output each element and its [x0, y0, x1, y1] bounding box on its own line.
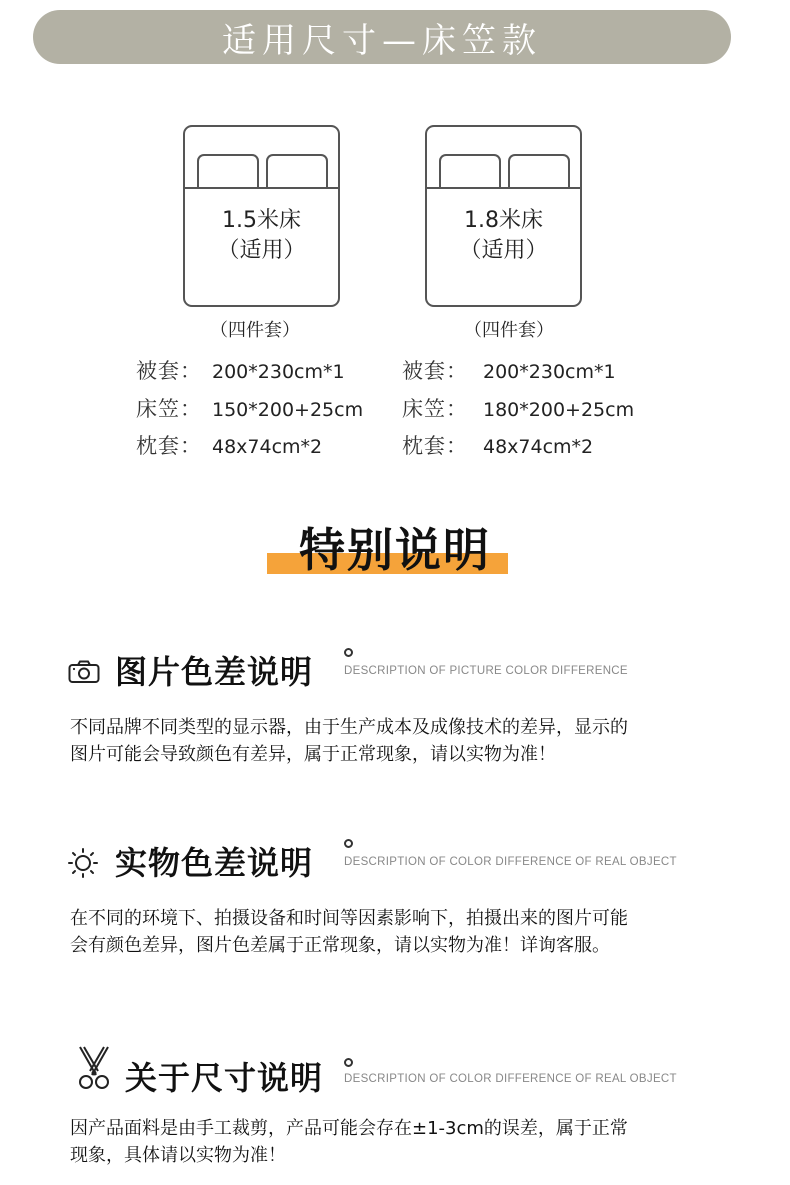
pillow-shape: [439, 154, 501, 188]
spec-value: 150*200+25cm: [212, 399, 364, 421]
camera-icon: [68, 660, 100, 688]
spec-value: 180*200+25cm: [483, 399, 635, 421]
bed-size-label: 1.8米床: [464, 208, 543, 233]
spec-key: 被套：: [136, 359, 202, 383]
bed-diagram-1: [183, 125, 340, 307]
spec-value: 48x74cm*2: [483, 436, 594, 458]
section-subtitle: DESCRIPTION OF COLOR DIFFERENCE OF REAL OBJECT: [344, 1073, 677, 1085]
section-text: [70, 1115, 730, 1169]
special-title: 特别说明: [299, 523, 491, 577]
section-subtitle: DESCRIPTION OF PICTURE COLOR DIFFERENCE: [344, 665, 628, 677]
spec-row: [136, 430, 322, 460]
pillow-shape: [197, 154, 259, 188]
bed-use-label: （适用）: [459, 238, 548, 263]
text-line: 会有颜色差异，图片色差属于正常现象，请以实物为准！详询客服。: [70, 935, 610, 956]
circle-icon: [344, 648, 353, 657]
circle-icon: [344, 839, 353, 848]
banner-title: 适用尺寸—床笠款: [222, 20, 542, 61]
spec-key: 枕套：: [402, 434, 468, 458]
set-label-1: （四件套）: [210, 320, 300, 341]
spec-row: [402, 393, 634, 423]
pillow-shape: [266, 154, 328, 188]
bed-use-label: （适用）: [217, 238, 306, 263]
sheet-line: [185, 187, 338, 189]
section-title: 图片色差说明: [115, 653, 314, 691]
spec-key: 枕套：: [136, 434, 202, 458]
pillow-shape: [508, 154, 570, 188]
header-banner: [33, 10, 731, 64]
text-line: 因产品面料是由手工裁剪，产品可能会存在±1-3cm的误差，属于正常: [70, 1118, 628, 1139]
spec-value: 200*230cm*1: [212, 361, 345, 383]
spec-key: 床笠：: [402, 397, 468, 421]
spec-row: [402, 355, 616, 385]
section-title: 关于尺寸说明: [125, 1059, 324, 1097]
scissors-icon: [76, 1045, 112, 1095]
spec-row: [136, 393, 363, 423]
section-text: [70, 905, 730, 959]
sheet-line: [427, 187, 580, 189]
text-line: 现象，具体请以实物为准！: [70, 1145, 286, 1166]
bed-size-label: 1.5米床: [222, 208, 301, 233]
spec-row: [402, 430, 593, 460]
sun-icon: [66, 846, 100, 884]
section-subtitle: DESCRIPTION OF COLOR DIFFERENCE OF REAL OBJECT: [344, 856, 677, 868]
section-text: [70, 714, 730, 768]
spec-row: [136, 355, 345, 385]
set-label-2: （四件套）: [464, 320, 554, 341]
circle-icon: [344, 1058, 353, 1067]
spec-key: 被套：: [402, 359, 468, 383]
text-line: 在不同的环境下、拍摄设备和时间等因素影响下，拍摄出来的图片可能: [70, 908, 628, 929]
spec-key: 床笠：: [136, 397, 202, 421]
spec-value: 200*230cm*1: [483, 361, 616, 383]
text-line: 不同品牌不同类型的显示器，由于生产成本及成像技术的差异，显示的: [70, 717, 628, 738]
section-title: 实物色差说明: [115, 844, 314, 882]
spec-value: 48x74cm*2: [212, 436, 323, 458]
text-line: 图片可能会导致颜色有差异，属于正常现象，请以实物为准！: [70, 744, 556, 765]
bed-diagram-2: [425, 125, 582, 307]
